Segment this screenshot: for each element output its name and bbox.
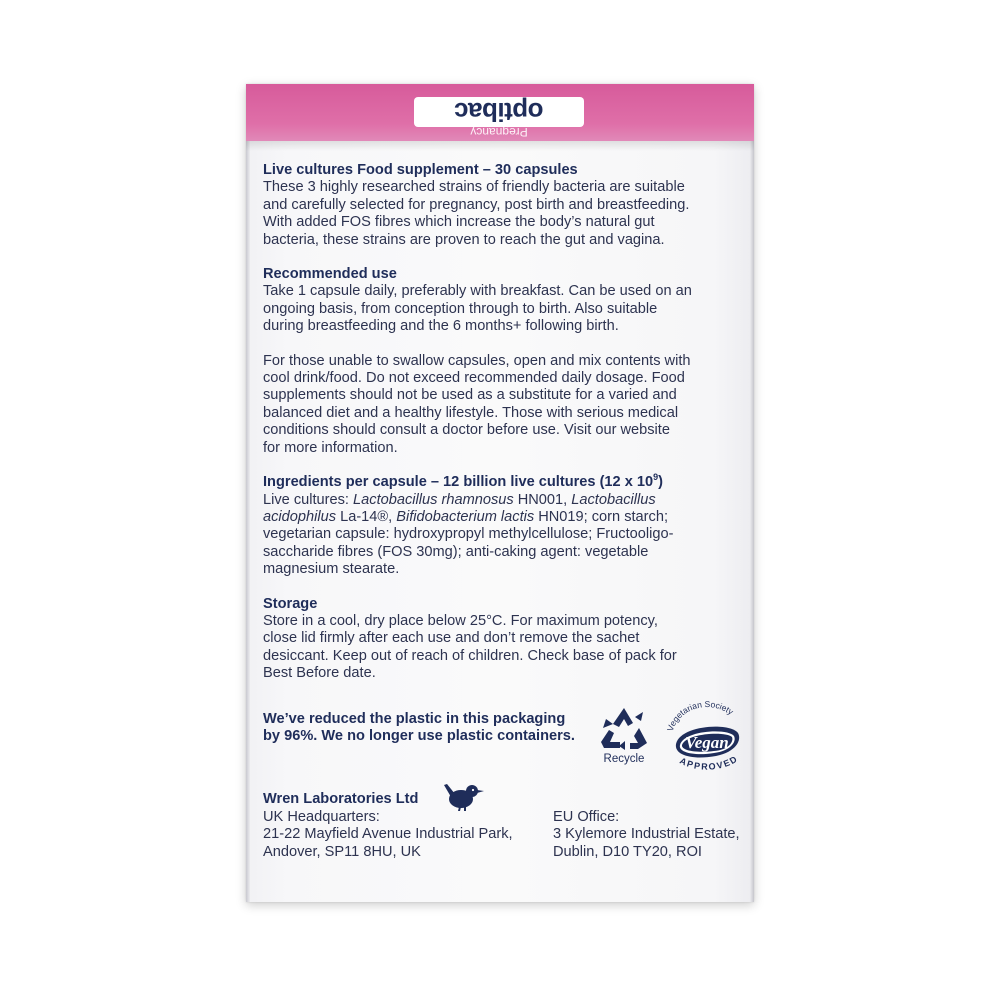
label-text-block — [263, 162, 753, 683]
ingredients-line: magnesium stearate. — [263, 561, 400, 578]
flap-shadow — [246, 141, 754, 151]
section-gap — [263, 249, 753, 266]
strain-name: Lactobacillus — [571, 491, 656, 508]
ingredients-line — [263, 509, 753, 526]
recycle-icon — [600, 706, 648, 752]
uk-address — [263, 809, 543, 861]
intro-line: and carefully selected for pregnancy, post birth and breastfeeding. — [263, 196, 690, 213]
ingredients-text: HN019; corn starch; — [534, 508, 669, 525]
top-flap-upside-down-print — [246, 84, 754, 141]
recommended-use-line: ongoing basis, from conception through to birth. Also suitable — [263, 300, 658, 317]
uk-address-line: 21-22 Mayfield Avenue Industrial Park, — [263, 826, 513, 843]
box-left-edge — [246, 84, 250, 902]
strain-name: Lactobacillus rhamnosus — [353, 491, 514, 508]
advice-line: balanced diet and a healthy lifestyle. Those with serious medical — [263, 404, 679, 421]
ingredients-text: HN001, — [513, 491, 572, 508]
ingredients-text: Live cultures: — [263, 491, 354, 508]
wren-bird-icon — [443, 779, 485, 811]
section-gap — [263, 457, 753, 474]
plastic-claim-line: by 96%. We no longer use plastic containers. — [263, 728, 575, 745]
recycle-label: Recycle — [603, 753, 645, 765]
advice-line: supplements should not be used as a substitute for a varied and — [263, 387, 677, 404]
ingredients-heading-text: Ingredients per capsule – 12 billion live cultures (12 x 10 — [263, 474, 654, 491]
vegan-society-logo-icon — [656, 700, 754, 772]
storage-line: Best Before date. — [263, 665, 376, 682]
advice-line: cool drink/food. Do not exceed recommended daily dosage. Food — [263, 370, 685, 387]
advice-line: for more information. — [263, 439, 398, 456]
strain-name: acidophilus — [263, 508, 337, 525]
flap-brand-logo: optibac — [414, 97, 584, 127]
intro-line: With added FOS fibres which increase the body’s natural gut — [263, 214, 655, 231]
intro-line: bacteria, these strains are proven to reach the gut and vagina. — [263, 231, 665, 248]
ingredients-text: La-14®, — [336, 508, 397, 525]
recommended-use-line: Take 1 capsule daily, preferably with breakfast. Can be used on an — [263, 283, 692, 300]
company-address-block — [263, 791, 753, 860]
plastic-reduction-claim — [263, 711, 583, 746]
ingredients-heading-exponent: 9 — [653, 472, 659, 483]
storage-heading: Storage — [263, 595, 318, 612]
uk-address-label: UK Headquarters: — [263, 809, 380, 825]
supplement-box-back-panel — [246, 84, 754, 902]
company-name: Wren Laboratories Ltd — [263, 791, 419, 807]
ingredients-line: vegetarian capsule: hydroxypropyl methylcellulose; Fructooligo- — [263, 526, 674, 543]
ingredients-line — [263, 492, 753, 509]
vegan-badge-word: Vegan — [685, 733, 729, 752]
ingredients-heading — [263, 474, 753, 491]
eu-address-label: EU Office: — [553, 809, 620, 825]
intro-line: These 3 highly researched strains of friendly bacteria are suitable — [263, 179, 685, 196]
box-top-flap — [246, 84, 754, 141]
eu-address-line: 3 Kylemore Industrial Estate, — [553, 826, 740, 843]
section-gap — [263, 579, 753, 596]
section-gap — [263, 336, 753, 353]
flap-product-name: Pregnancy — [470, 125, 528, 139]
vegan-badge-bottom-text: APPROVED — [678, 753, 740, 772]
ingredients-line: saccharide fibres (FOS 30mg); anti-caking agent: vegetable — [263, 543, 649, 560]
advice-line: conditions should consult a doctor before use. Visit our website — [263, 422, 670, 439]
eco-claims-row — [263, 700, 743, 775]
recycle-badge — [594, 706, 654, 768]
vegan-badge-top-text: Vegetarian Society — [664, 700, 736, 733]
recommended-use-heading: Recommended use — [263, 266, 397, 283]
intro-heading: Live cultures Food supplement – 30 capsules — [263, 162, 578, 178]
vegan-approved-badge — [656, 700, 754, 772]
advice-line: For those unable to swallow capsules, open and mix contents with — [263, 352, 691, 369]
ingredients-heading-close: ) — [658, 474, 664, 491]
storage-line: desiccant. Keep out of reach of children. Check base of pack for — [263, 647, 677, 664]
plastic-claim-line: We’ve reduced the plastic in this packaging — [263, 711, 566, 727]
eu-address — [553, 809, 754, 861]
storage-line: Store in a cool, dry place below 25°C. For maximum potency, — [263, 612, 658, 629]
strain-name: Bifidobacterium lactis — [396, 508, 535, 525]
uk-address-line: Andover, SP11 8HU, UK — [263, 843, 421, 860]
recommended-use-line: during breastfeeding and the 6 months+ following birth. — [263, 318, 619, 335]
storage-line: close lid firmly after each use and don’t remove the sachet — [263, 630, 640, 647]
eu-address-line: Dublin, D10 TY20, ROI — [553, 843, 702, 860]
